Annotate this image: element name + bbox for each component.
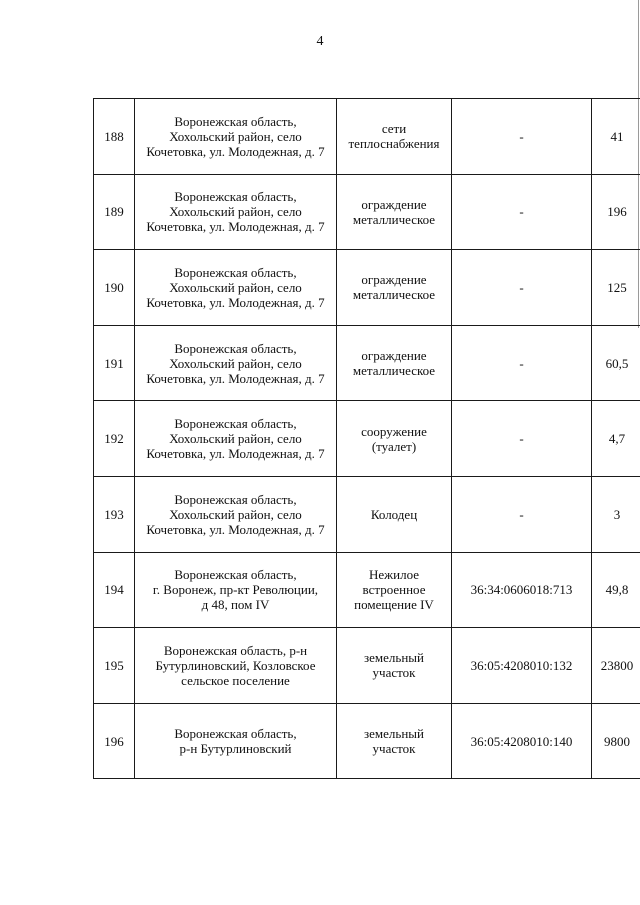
- object-type-line: металлическое: [352, 363, 436, 379]
- table-row: [94, 174, 640, 250]
- address-line: Воронежская область,: [174, 567, 297, 583]
- object-type-line: земельный: [364, 726, 424, 742]
- object-type-cell: [337, 703, 452, 779]
- address-line: Воронежская область, р-н: [163, 642, 308, 658]
- address-cell: [135, 99, 337, 175]
- object-type-cell: [337, 552, 452, 628]
- area-cell: 49,8: [592, 552, 640, 628]
- address-line: Кочетовка, ул. Молодежная, д. 7: [146, 446, 325, 462]
- row-number-cell: 193: [94, 476, 135, 552]
- address-cell: [135, 476, 337, 552]
- object-type-line: ограждение: [361, 196, 427, 212]
- table-row: [94, 628, 640, 704]
- address-cell: [135, 401, 337, 477]
- address-line: Хохольский район, село: [169, 279, 302, 295]
- property-table: [93, 98, 640, 779]
- row-number-cell: 192: [94, 401, 135, 477]
- address-line: Воронежская область,: [174, 491, 297, 507]
- cadastral-number-cell: 36:34:0606018:713: [452, 552, 592, 628]
- object-type-cell: [337, 628, 452, 704]
- address-line: Хохольский район, село: [169, 128, 302, 144]
- object-type-line: участок: [372, 665, 416, 681]
- object-type-cell: [337, 325, 452, 401]
- row-number-cell: 191: [94, 325, 135, 401]
- area-cell: 9800: [592, 703, 640, 779]
- address-line: Воронежская область,: [174, 416, 297, 432]
- address-cell: [135, 174, 337, 250]
- object-type-cell: [337, 174, 452, 250]
- table-row: [94, 325, 640, 401]
- address-line: Воронежская область,: [174, 726, 297, 742]
- address-line: Хохольский район, село: [169, 506, 302, 522]
- object-type-cell: [337, 250, 452, 326]
- address-line: д 48, пом IV: [201, 597, 270, 613]
- cadastral-number-cell: -: [452, 401, 592, 477]
- address-line: р-н Бутурлиновский: [179, 741, 292, 757]
- object-type-line: Нежилое: [368, 567, 419, 583]
- row-number-cell: 195: [94, 628, 135, 704]
- cadastral-number-cell: 36:05:4208010:140: [452, 703, 592, 779]
- address-cell: [135, 628, 337, 704]
- address-line: Кочетовка, ул. Молодежная, д. 7: [146, 294, 325, 310]
- table-row: [94, 703, 640, 779]
- address-line: Кочетовка, ул. Молодежная, д. 7: [146, 219, 325, 235]
- address-line: Воронежская область,: [174, 340, 297, 356]
- object-type-cell: [337, 476, 452, 552]
- table-row: [94, 99, 640, 175]
- row-number-cell: 188: [94, 99, 135, 175]
- object-type-line: помещение IV: [354, 597, 434, 613]
- table-row: [94, 476, 640, 552]
- object-type-cell: [337, 401, 452, 477]
- area-cell: 60,5: [592, 325, 640, 401]
- table-row: [94, 401, 640, 477]
- row-number-cell: 189: [94, 174, 135, 250]
- address-cell: [135, 552, 337, 628]
- row-number-cell: 194: [94, 552, 135, 628]
- address-line: Хохольский район, село: [169, 431, 302, 447]
- address-line: г. Воронеж, пр-кт Революции,: [152, 582, 319, 598]
- cadastral-number-cell: -: [452, 325, 592, 401]
- object-type-line: (туалет): [371, 438, 417, 454]
- address-line: Кочетовка, ул. Молодежная, д. 7: [146, 143, 325, 159]
- cadastral-number-cell: -: [452, 476, 592, 552]
- table-row: [94, 552, 640, 628]
- object-type-line: металлическое: [352, 211, 436, 227]
- address-line: Воронежская область,: [174, 113, 297, 129]
- address-line: Хохольский район, село: [169, 204, 302, 220]
- cadastral-number-cell: -: [452, 99, 592, 175]
- object-type-cell: [337, 99, 452, 175]
- area-cell: 196: [592, 174, 640, 250]
- object-type-line: Колодец: [370, 506, 418, 522]
- area-cell: 4,7: [592, 401, 640, 477]
- area-cell: 3: [592, 476, 640, 552]
- address-line: Кочетовка, ул. Молодежная, д. 7: [146, 370, 325, 386]
- address-line: Кочетовка, ул. Молодежная, д. 7: [146, 521, 325, 537]
- address-line: Воронежская область,: [174, 189, 297, 205]
- object-type-line: металлическое: [352, 287, 436, 303]
- cadastral-number-cell: -: [452, 250, 592, 326]
- object-type-line: ограждение: [361, 348, 427, 364]
- area-cell: 41: [592, 99, 640, 175]
- cadastral-number-cell: -: [452, 174, 592, 250]
- property-table-body: [94, 99, 640, 779]
- object-type-line: земельный: [364, 650, 424, 666]
- address-line: Хохольский район, село: [169, 355, 302, 371]
- table-row: [94, 250, 640, 326]
- cadastral-number-cell: 36:05:4208010:132: [452, 628, 592, 704]
- object-type-line: участок: [372, 741, 416, 757]
- page-number: 4: [316, 34, 324, 49]
- row-number-cell: 196: [94, 703, 135, 779]
- address-cell: [135, 250, 337, 326]
- object-type-line: встроенное: [362, 582, 426, 598]
- address-line: Воронежская область,: [174, 264, 297, 280]
- address-cell: [135, 703, 337, 779]
- object-type-line: сооружение: [361, 423, 427, 439]
- object-type-line: ограждение: [361, 272, 427, 288]
- object-type-line: сети: [381, 121, 407, 137]
- address-cell: [135, 325, 337, 401]
- area-cell: 23800: [592, 628, 640, 704]
- address-line: Бутурлиновский, Козловское: [155, 657, 316, 673]
- row-number-cell: 190: [94, 250, 135, 326]
- area-cell: 125: [592, 250, 640, 326]
- address-line: сельское поселение: [181, 672, 290, 688]
- object-type-line: теплоснабжения: [348, 136, 440, 152]
